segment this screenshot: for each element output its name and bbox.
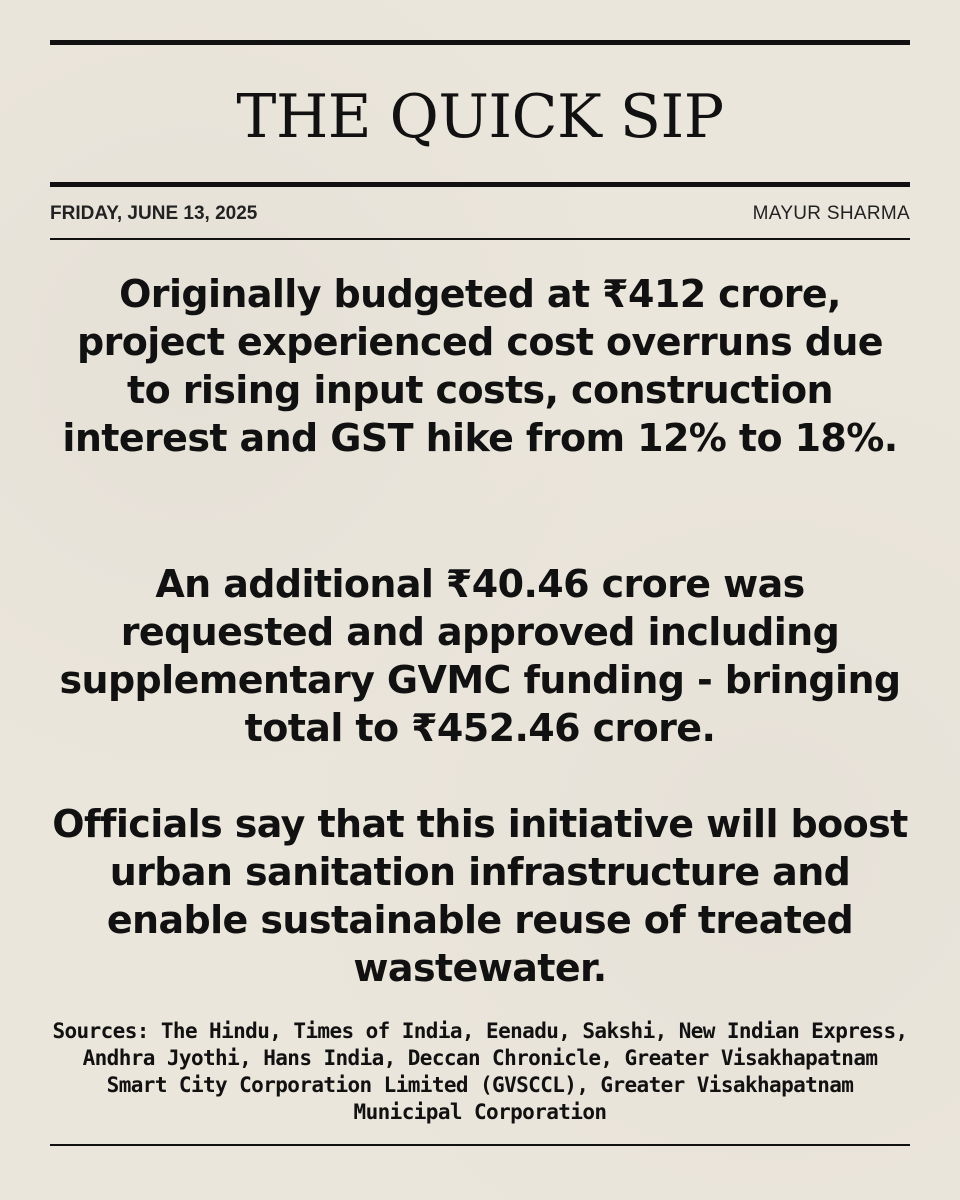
masthead-top-rule [50, 40, 910, 45]
article-paragraph-officials: Officials say that this initiative will boost urban sanitation infrastructure and enable sustainable reuse of treated wastewater. [52, 802, 908, 990]
author-name: MAYUR SHARMA [752, 203, 910, 224]
masthead-title: THE QUICK SIP [236, 82, 724, 152]
footer-rule [50, 1144, 910, 1146]
sources-citation: Sources: The Hindu, Times of India, Eenadu, Sakshi, New Indian Express, Andhra Jyothi, Hans India, Deccan Chronicle, Greater Visakhapatnam Smart City Corporation Limited (GVSCCL), Greater Visakhapatnam Municipal Corporation [52, 1019, 908, 1124]
article-paragraph-additional-funding: An additional ₹40.46 crore was requested and approved including supplementary GVMC funding - bringing total to ₹452.46 crore. [59, 562, 901, 750]
masthead-bottom-rule [50, 182, 910, 187]
article-paragraph-budget: Originally budgeted at ₹412 crore, project experienced cost overruns due to rising input costs, construction interest and GST hike from 12% to 18%. [62, 272, 898, 460]
publication-date: FRIDAY, JUNE 13, 2025 [50, 203, 258, 224]
dateline-rule [50, 238, 910, 240]
